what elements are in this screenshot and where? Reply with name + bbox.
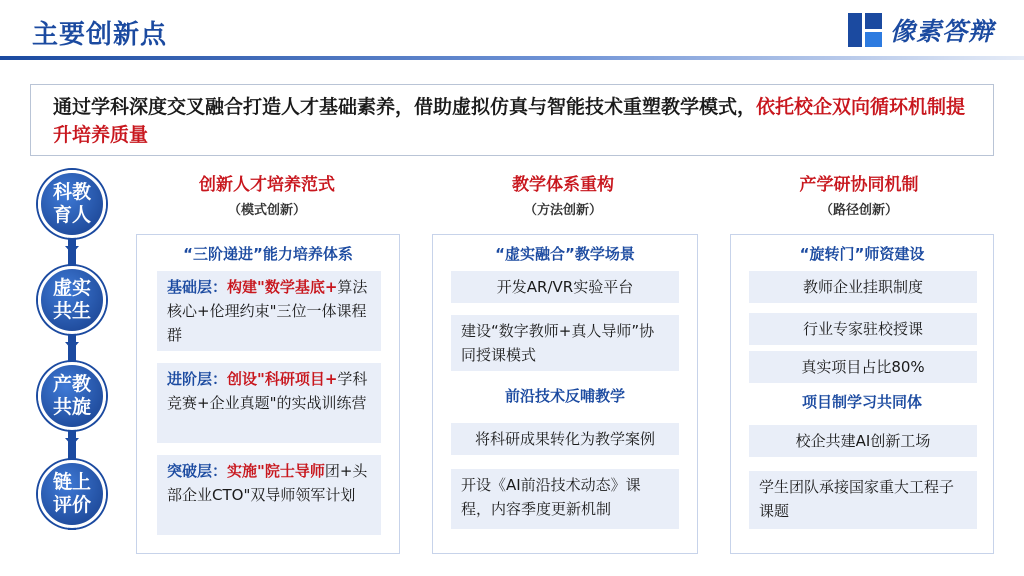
arrow-down-icon [65, 342, 79, 350]
section-title: “三阶递进”能力培养体系 [183, 245, 353, 263]
logo-text: 像素答辩 [889, 17, 994, 46]
list-item: 学生团队承接国家重大工程子课题 [749, 471, 977, 529]
section-title: “虚实融合”教学场景 [495, 245, 635, 263]
list-item: 开发AR/VR实验平台 [451, 271, 679, 303]
logo-icon [848, 13, 882, 47]
arrow-down-icon [65, 246, 79, 254]
column-panel [432, 234, 698, 554]
intro-highlight: 依托校企双向循环机制提升培养质量 [53, 96, 966, 146]
brand-logo [848, 12, 994, 48]
column-title: 产学研协同机制 [799, 175, 919, 195]
title-divider [0, 56, 1024, 60]
chain-node: 链上评价 [38, 460, 106, 528]
column-title: 教学体系重构 [512, 175, 614, 195]
section-title: “旋转门”师资建设 [799, 245, 925, 263]
column-panel [136, 234, 400, 554]
column-subtitle: （路径创新） [819, 203, 898, 218]
section-title: 前沿技术反哺教学 [504, 387, 625, 405]
list-item: 教师企业挂职制度 [749, 271, 977, 303]
intro-text: 通过学科深度交叉融合打造人才基础素养，借助虚拟仿真与智能技术重塑教学模式， [53, 96, 757, 118]
column-header [734, 170, 984, 218]
column-panel [730, 234, 994, 554]
process-chain [34, 170, 110, 550]
list-item: 建设“数字教师+真人导师”协同授课模式 [451, 315, 679, 371]
list-item: 将科研成果转化为教学案例 [451, 423, 679, 455]
chain-node: 科教育人 [38, 170, 106, 238]
column-title: 创新人才培养范式 [199, 175, 335, 195]
list-item: 基础层：构建"数学基底+算法核心+伦理约束"三位一体课程群 [157, 271, 381, 351]
chain-node: 虚实共生 [38, 266, 106, 334]
list-item: 行业专家驻校授课 [749, 313, 977, 345]
column-subtitle: （模式创新） [227, 203, 306, 218]
list-item: 校企共建AI创新工场 [749, 425, 977, 457]
page-title: 主要创新点 [32, 20, 168, 50]
section-title: 项目制学习共同体 [801, 393, 922, 411]
list-item: 进阶层：创设"科研项目+学科竞赛+企业真题"的实战训练营 [157, 363, 381, 443]
column-header [438, 170, 688, 218]
chain-node: 产教共旋 [38, 362, 106, 430]
column-subtitle: （方法创新） [523, 203, 602, 218]
list-item: 真实项目占比80% [749, 351, 977, 383]
column-header [142, 170, 392, 218]
list-item: 突破层：实施"院士导师团+头部企业CTO"双导师领军计划 [157, 455, 381, 535]
arrow-down-icon [65, 438, 79, 446]
intro-box [30, 84, 994, 156]
list-item: 开设《AI前沿技术动态》课程，内容季度更新机制 [451, 469, 679, 529]
